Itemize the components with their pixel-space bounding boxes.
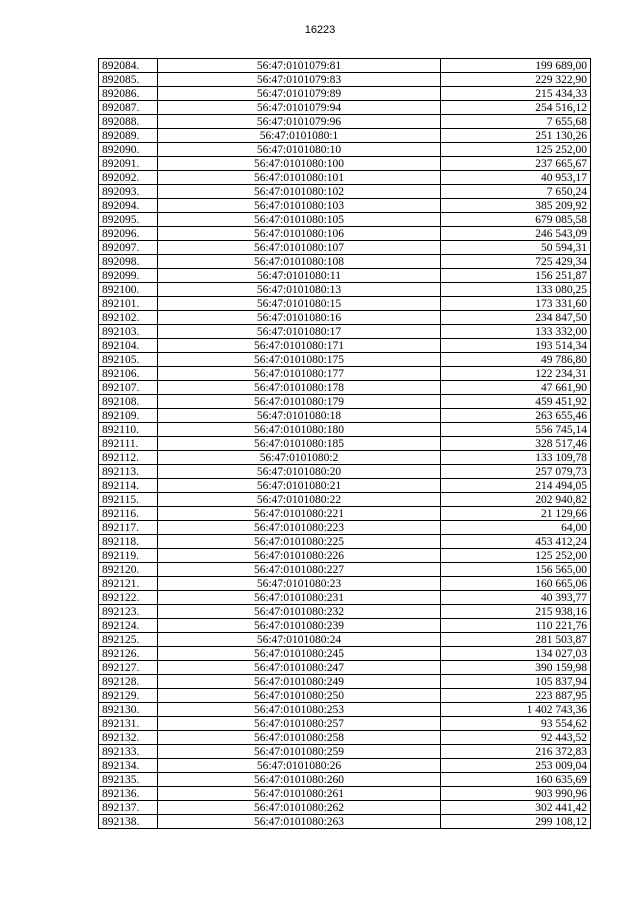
table-row [99,367,591,381]
cadastral-number-cell: 56:47:0101080:15 [158,297,441,311]
amount-cell: 246 543,09 [441,227,591,241]
amount-cell: 160 635,69 [441,773,591,787]
amount-cell: 50 594,31 [441,241,591,255]
row-number-cell: 892136. [99,787,158,801]
amount-cell: 223 887,95 [441,689,591,703]
cadastral-number-cell: 56:47:0101080:101 [158,171,441,185]
table-row [99,647,591,661]
amount-cell: 133 109,78 [441,451,591,465]
amount-cell: 105 837,94 [441,675,591,689]
cadastral-number-cell: 56:47:0101080:178 [158,381,441,395]
row-number-cell: 892110. [99,423,158,437]
cadastral-number-cell: 56:47:0101080:23 [158,577,441,591]
table-row [99,73,591,87]
row-number-cell: 892088. [99,115,158,129]
cadastral-number-cell: 56:47:0101080:171 [158,339,441,353]
row-number-cell: 892087. [99,101,158,115]
row-number-cell: 892109. [99,409,158,423]
row-number-cell: 892132. [99,731,158,745]
table-row [99,815,591,829]
amount-cell: 156 251,87 [441,269,591,283]
table-row [99,213,591,227]
table-row [99,549,591,563]
cadastral-number-cell: 56:47:0101080:17 [158,325,441,339]
table-row [99,759,591,773]
cadastral-number-cell: 56:47:0101080:232 [158,605,441,619]
row-number-cell: 892096. [99,227,158,241]
row-number-cell: 892108. [99,395,158,409]
row-number-cell: 892098. [99,255,158,269]
cadastral-number-cell: 56:47:0101079:89 [158,87,441,101]
row-number-cell: 892107. [99,381,158,395]
cadastral-number-cell: 56:47:0101080:100 [158,157,441,171]
amount-cell: 234 847,50 [441,311,591,325]
amount-cell: 202 940,82 [441,493,591,507]
amount-cell: 125 252,00 [441,143,591,157]
amount-cell: 49 786,80 [441,353,591,367]
row-number-cell: 892126. [99,647,158,661]
cadastral-number-cell: 56:47:0101080:239 [158,619,441,633]
cadastral-number-cell: 56:47:0101080:177 [158,367,441,381]
table-row [99,325,591,339]
cadastral-number-cell: 56:47:0101079:96 [158,115,441,129]
amount-cell: 133 332,00 [441,325,591,339]
row-number-cell: 892100. [99,283,158,297]
row-number-cell: 892114. [99,479,158,493]
amount-cell: 21 129,66 [441,507,591,521]
cadastral-number-cell: 56:47:0101080:259 [158,745,441,759]
row-number-cell: 892125. [99,633,158,647]
row-number-cell: 892094. [99,199,158,213]
amount-cell: 251 130,26 [441,129,591,143]
row-number-cell: 892085. [99,73,158,87]
cadastral-number-cell: 56:47:0101080:102 [158,185,441,199]
table-row [99,773,591,787]
table-row [99,297,591,311]
row-number-cell: 892093. [99,185,158,199]
row-number-cell: 892092. [99,171,158,185]
amount-cell: 328 517,46 [441,437,591,451]
amount-cell: 281 503,87 [441,633,591,647]
cadastral-number-cell: 56:47:0101080:221 [158,507,441,521]
table-row [99,465,591,479]
row-number-cell: 892129. [99,689,158,703]
cadastral-number-cell: 56:47:0101080:1 [158,129,441,143]
row-number-cell: 892084. [99,59,158,73]
row-number-cell: 892138. [99,815,158,829]
cadastral-number-cell: 56:47:0101080:2 [158,451,441,465]
row-number-cell: 892097. [99,241,158,255]
table-row [99,675,591,689]
table-row [99,577,591,591]
cadastral-number-cell: 56:47:0101080:225 [158,535,441,549]
table-row [99,395,591,409]
table-row [99,115,591,129]
cadastral-number-cell: 56:47:0101080:20 [158,465,441,479]
row-number-cell: 892121. [99,577,158,591]
table-row [99,157,591,171]
cadastral-number-cell: 56:47:0101080:106 [158,227,441,241]
amount-cell: 254 516,12 [441,101,591,115]
amount-cell: 215 938,16 [441,605,591,619]
cadastral-number-cell: 56:47:0101080:227 [158,563,441,577]
cadastral-number-cell: 56:47:0101080:107 [158,241,441,255]
cadastral-number-cell: 56:47:0101080:18 [158,409,441,423]
row-number-cell: 892111. [99,437,158,451]
row-number-cell: 892105. [99,353,158,367]
cadastral-number-cell: 56:47:0101080:249 [158,675,441,689]
cadastral-number-cell: 56:47:0101080:261 [158,787,441,801]
amount-cell: 237 665,67 [441,157,591,171]
row-number-cell: 892124. [99,619,158,633]
amount-cell: 64,00 [441,521,591,535]
amount-cell: 173 331,60 [441,297,591,311]
amount-cell: 1 402 743,36 [441,703,591,717]
amount-cell: 216 372,83 [441,745,591,759]
amount-cell: 215 434,33 [441,87,591,101]
table-row [99,241,591,255]
amount-cell: 110 221,76 [441,619,591,633]
row-number-cell: 892101. [99,297,158,311]
amount-cell: 390 159,98 [441,661,591,675]
amount-cell: 93 554,62 [441,717,591,731]
cadastral-number-cell: 56:47:0101080:11 [158,269,441,283]
row-number-cell: 892089. [99,129,158,143]
row-number-cell: 892116. [99,507,158,521]
row-number-cell: 892091. [99,157,158,171]
table-row [99,269,591,283]
cadastral-number-cell: 56:47:0101080:10 [158,143,441,157]
cadastral-number-cell: 56:47:0101080:258 [158,731,441,745]
table-row [99,787,591,801]
table-row [99,703,591,717]
row-number-cell: 892103. [99,325,158,339]
row-number-cell: 892120. [99,563,158,577]
amount-cell: 453 412,24 [441,535,591,549]
cadastral-number-cell: 56:47:0101079:94 [158,101,441,115]
amount-cell: 679 085,58 [441,213,591,227]
row-number-cell: 892134. [99,759,158,773]
amount-cell: 459 451,92 [441,395,591,409]
row-number-cell: 892115. [99,493,158,507]
amount-cell: 133 080,25 [441,283,591,297]
table-row [99,507,591,521]
table-row [99,339,591,353]
amount-cell: 134 027,03 [441,647,591,661]
row-number-cell: 892113. [99,465,158,479]
row-number-cell: 892106. [99,367,158,381]
table-row [99,605,591,619]
amount-cell: 125 252,00 [441,549,591,563]
row-number-cell: 892137. [99,801,158,815]
amount-cell: 385 209,92 [441,199,591,213]
row-number-cell: 892095. [99,213,158,227]
cadastral-number-cell: 56:47:0101080:16 [158,311,441,325]
table-row [99,423,591,437]
amount-cell: 122 234,31 [441,367,591,381]
table-row [99,353,591,367]
table-row [99,87,591,101]
registry-table [98,58,591,829]
registry-table-body [99,59,591,829]
table-row [99,143,591,157]
row-number-cell: 892119. [99,549,158,563]
cadastral-number-cell: 56:47:0101080:13 [158,283,441,297]
row-number-cell: 892131. [99,717,158,731]
amount-cell: 263 655,46 [441,409,591,423]
amount-cell: 92 443,52 [441,731,591,745]
row-number-cell: 892117. [99,521,158,535]
cadastral-number-cell: 56:47:0101080:24 [158,633,441,647]
row-number-cell: 892118. [99,535,158,549]
row-number-cell: 892130. [99,703,158,717]
cadastral-number-cell: 56:47:0101080:223 [158,521,441,535]
table-row [99,479,591,493]
row-number-cell: 892086. [99,87,158,101]
cadastral-number-cell: 56:47:0101080:263 [158,815,441,829]
amount-cell: 7 650,24 [441,185,591,199]
cadastral-number-cell: 56:47:0101080:26 [158,759,441,773]
row-number-cell: 892112. [99,451,158,465]
amount-cell: 199 689,00 [441,59,591,73]
table-row [99,591,591,605]
amount-cell: 160 665,06 [441,577,591,591]
table-row [99,731,591,745]
table-row [99,451,591,465]
table-row [99,801,591,815]
amount-cell: 40 393,77 [441,591,591,605]
amount-cell: 156 565,00 [441,563,591,577]
table-row [99,717,591,731]
table-row [99,129,591,143]
row-number-cell: 892133. [99,745,158,759]
row-number-cell: 892104. [99,339,158,353]
table-row [99,689,591,703]
table-row [99,409,591,423]
amount-cell: 229 322,90 [441,73,591,87]
amount-cell: 302 441,42 [441,801,591,815]
table-row [99,633,591,647]
table-row [99,311,591,325]
row-number-cell: 892122. [99,591,158,605]
amount-cell: 193 514,34 [441,339,591,353]
cadastral-number-cell: 56:47:0101080:253 [158,703,441,717]
table-row [99,563,591,577]
table-row [99,661,591,675]
amount-cell: 47 661,90 [441,381,591,395]
row-number-cell: 892128. [99,675,158,689]
cadastral-number-cell: 56:47:0101080:103 [158,199,441,213]
cadastral-number-cell: 56:47:0101079:83 [158,73,441,87]
amount-cell: 214 494,05 [441,479,591,493]
row-number-cell: 892099. [99,269,158,283]
table-row [99,493,591,507]
cadastral-number-cell: 56:47:0101080:262 [158,801,441,815]
cadastral-number-cell: 56:47:0101080:22 [158,493,441,507]
table-row [99,535,591,549]
amount-cell: 40 953,17 [441,171,591,185]
table-row [99,59,591,73]
cadastral-number-cell: 56:47:0101080:245 [158,647,441,661]
cadastral-number-cell: 56:47:0101080:226 [158,549,441,563]
page-number: 16223 [304,24,336,36]
cadastral-number-cell: 56:47:0101080:175 [158,353,441,367]
table-row [99,227,591,241]
table-row [99,521,591,535]
cadastral-number-cell: 56:47:0101080:185 [158,437,441,451]
cadastral-number-cell: 56:47:0101080:231 [158,591,441,605]
amount-cell: 299 108,12 [441,815,591,829]
table-row [99,619,591,633]
amount-cell: 725 429,34 [441,255,591,269]
table-row [99,745,591,759]
cadastral-number-cell: 56:47:0101080:250 [158,689,441,703]
row-number-cell: 892127. [99,661,158,675]
row-number-cell: 892090. [99,143,158,157]
table-row [99,185,591,199]
cadastral-number-cell: 56:47:0101080:179 [158,395,441,409]
amount-cell: 253 009,04 [441,759,591,773]
cadastral-number-cell: 56:47:0101080:257 [158,717,441,731]
amount-cell: 7 655,68 [441,115,591,129]
cadastral-number-cell: 56:47:0101079:81 [158,59,441,73]
table-row [99,101,591,115]
cadastral-number-cell: 56:47:0101080:180 [158,423,441,437]
amount-cell: 903 990,96 [441,787,591,801]
cadastral-number-cell: 56:47:0101080:105 [158,213,441,227]
cadastral-number-cell: 56:47:0101080:21 [158,479,441,493]
table-row [99,171,591,185]
table-row [99,437,591,451]
cadastral-number-cell: 56:47:0101080:260 [158,773,441,787]
table-row [99,255,591,269]
amount-cell: 257 079,73 [441,465,591,479]
amount-cell: 556 745,14 [441,423,591,437]
row-number-cell: 892102. [99,311,158,325]
row-number-cell: 892123. [99,605,158,619]
table-row [99,283,591,297]
table-row [99,381,591,395]
cadastral-number-cell: 56:47:0101080:247 [158,661,441,675]
table-row [99,199,591,213]
cadastral-number-cell: 56:47:0101080:108 [158,255,441,269]
row-number-cell: 892135. [99,773,158,787]
